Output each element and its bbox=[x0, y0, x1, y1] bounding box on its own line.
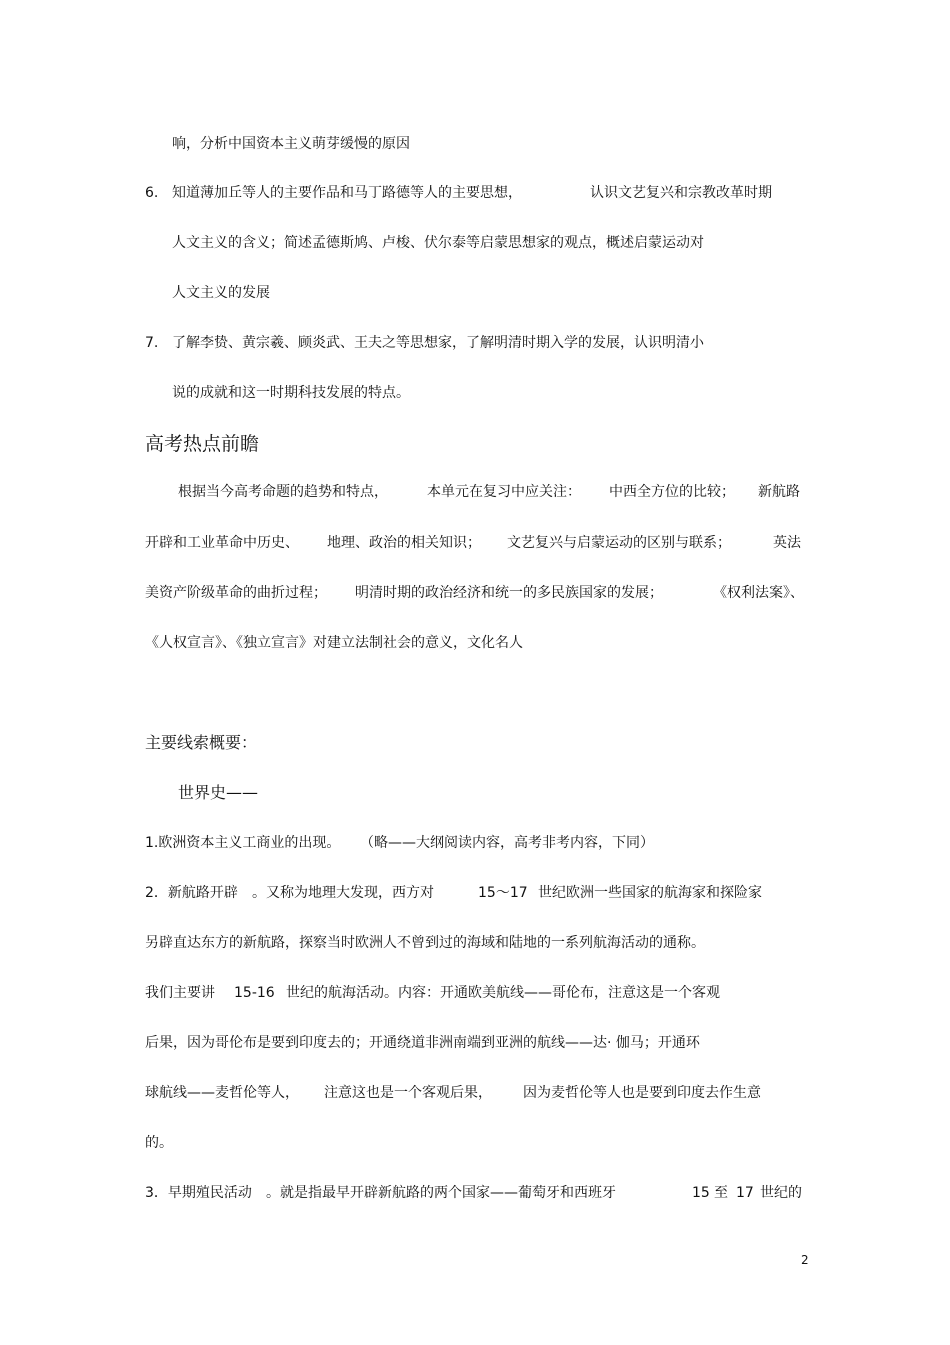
clue-2-line-3a: 我们主要讲 bbox=[145, 985, 215, 1001]
section-heading-hotspots: 高考热点前瞻 bbox=[145, 433, 260, 455]
clue-2-line-5a: 球航线——麦哲伦等人， bbox=[145, 1085, 299, 1101]
objective-7-line-1: 了解李贽、黄宗羲、顾炎武、王夫之等思想家，了解明清时期入学的发展，认识明清小 bbox=[172, 335, 704, 351]
clue-3-line-1c: 15 bbox=[692, 1185, 710, 1201]
hotspots-line-2c: 文艺复兴与启蒙运动的区别与联系； bbox=[507, 535, 731, 551]
hotspots-line-3a: 美资产阶级革命的曲折过程； bbox=[145, 585, 327, 601]
hotspots-line-4: 《人权宣言》、《独立宣言》对建立法制社会的意义，文化名人 bbox=[145, 635, 523, 651]
clue-3-line-1b: 。就是指最早开辟新航路的两个国家——葡萄牙和西班牙 bbox=[266, 1185, 616, 1201]
item-number-6: 6. bbox=[145, 185, 159, 201]
page-number: 2 bbox=[801, 1253, 809, 1267]
objective-6-line-1a: 知道薄加丘等人的主要作品和马丁路德等人的主要思想， bbox=[172, 185, 522, 201]
hotspots-line-2a: 开辟和工业革命中历史、 bbox=[145, 535, 299, 551]
objective-5-continuation: 响，分析中国资本主义萌芽缓慢的原因 bbox=[172, 136, 410, 152]
clue-2-line-2: 另辟直达东方的新航路，探察当时欧洲人不曾到过的海域和陆地的一系列航海活动的通称。 bbox=[145, 935, 705, 951]
section-heading-clues: 主要线索概要： bbox=[145, 733, 258, 752]
clue-1b: （略——大纲阅读内容，高考非考内容，下同） bbox=[360, 835, 654, 851]
hotspots-line-2d: 英法 bbox=[773, 535, 801, 551]
clue-2-line-1b: 。又称为地理大发现，西方对 bbox=[252, 885, 434, 901]
subheading-world-history: 世界史—— bbox=[178, 783, 259, 802]
clue-2-line-6: 的。 bbox=[145, 1135, 173, 1151]
hotspots-line-1d: 新航路 bbox=[758, 484, 800, 500]
hotspots-line-3c: 《权利法案》、 bbox=[713, 585, 804, 601]
hotspots-line-3b: 明清时期的政治经济和统一的多民族国家的发展； bbox=[355, 585, 663, 601]
hotspots-line-1a: 根据当今高考命题的趋势和特点， bbox=[178, 484, 388, 500]
clue-3-line-1a: 3．早期殖民活动 bbox=[145, 1185, 252, 1201]
item-number-7: 7. bbox=[145, 335, 159, 351]
clue-3-line-1f: 世纪的 bbox=[760, 1185, 802, 1201]
hotspots-line-2b: 地理、政治的相关知识； bbox=[327, 535, 481, 551]
clue-2-line-1d: 世纪欧洲一些国家的航海家和探险家 bbox=[538, 885, 762, 901]
objective-6-line-2: 人文主义的含义；简述孟德斯鸠、卢梭、伏尔泰等启蒙思想家的观点，概述启蒙运动对 bbox=[172, 235, 704, 251]
clue-2-line-3b: 15-16 bbox=[234, 985, 275, 1001]
clue-2-line-1c: 15～17 bbox=[478, 885, 528, 901]
hotspots-line-1b: 本单元在复习中应关注： bbox=[427, 484, 581, 500]
objective-7-line-2: 说的成就和这一时期科技发展的特点。 bbox=[172, 385, 410, 401]
objective-6-line-1b: 认识文艺复兴和宗教改革时期 bbox=[590, 185, 772, 201]
objective-6-line-3: 人文主义的发展 bbox=[172, 285, 270, 301]
clue-2-line-3c: 世纪的航海活动。内容：开通欧美航线——哥伦布，注意这是一个客观 bbox=[286, 985, 720, 1001]
clue-2-line-1a: 2．新航路开辟 bbox=[145, 885, 238, 901]
clue-1a: 1.欧洲资本主义工商业的出现。 bbox=[145, 835, 341, 851]
clue-2-line-5b: 注意这也是一个客观后果， bbox=[324, 1085, 492, 1101]
hotspots-line-1c: 中西全方位的比较； bbox=[609, 484, 735, 500]
clue-2-line-5c: 因为麦哲伦等人也是要到印度去作生意 bbox=[523, 1085, 761, 1101]
clue-3-line-1e: 17 bbox=[736, 1185, 754, 1201]
clue-2-line-4: 后果，因为哥伦布是要到印度去的；开通绕道非洲南端到亚洲的航线——达· 伽马；开通环 bbox=[145, 1035, 700, 1051]
clue-3-line-1d: 至 bbox=[714, 1185, 728, 1201]
